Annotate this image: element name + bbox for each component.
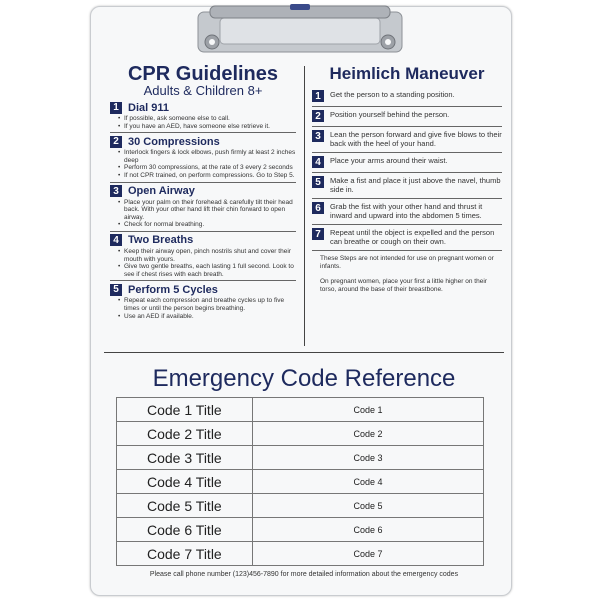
cpr-bullet: • Keep their airway open, pinch nostrils shut and cover their mouth with yours. [124, 248, 296, 263]
cpr-step-title: 30 Compressions [128, 135, 220, 148]
cpr-step-header [110, 184, 296, 199]
cpr-bullet: • Interlock fingers & lock elbows, push firmly at least 2 inches deep [124, 149, 296, 164]
cpr-step-title: Open Airway [128, 185, 195, 198]
heimlich-step [312, 87, 502, 107]
table-row [117, 398, 484, 422]
step-number-badge: 3 [110, 185, 122, 197]
emergency-code-title: Emergency Code Reference [152, 365, 456, 392]
step-number-badge: 3 [312, 130, 324, 142]
cpr-title: CPR Guidelines [127, 63, 279, 85]
heimlich-step-text: Get the person to a standing position. [330, 90, 455, 99]
cpr-step [110, 281, 296, 322]
cpr-section [110, 64, 296, 322]
code-title-cell: Code 2 Title [117, 422, 253, 446]
table-row [117, 470, 484, 494]
code-value-cell: Code 1 [253, 398, 484, 422]
cpr-step [110, 183, 296, 232]
step-number-badge: 4 [110, 234, 122, 246]
table-row [117, 542, 484, 566]
table-row [117, 446, 484, 470]
code-title-cell: Code 5 Title [117, 494, 253, 518]
heimlich-step-text: Lean the person forward and give five blows to their back with the heel of your hand. [330, 130, 502, 148]
heimlich-note-1: These Steps are not intended for use on pregnant women or infants. [320, 255, 494, 270]
heimlich-step [312, 225, 502, 251]
table-row [117, 422, 484, 446]
heimlich-notes [312, 255, 502, 294]
code-title-cell: Code 6 Title [117, 518, 253, 542]
table-row [117, 494, 484, 518]
step-number-badge: 4 [312, 156, 324, 168]
heimlich-step-text: Grab the fist with your other hand and thrust it inward and upward into the abdomen 5 times. [330, 202, 483, 220]
emergency-code-table [116, 397, 484, 566]
cpr-step-header [110, 134, 296, 149]
code-title-cell: Code 4 Title [117, 470, 253, 494]
heimlich-step [312, 199, 502, 225]
clipboard-clip [190, 4, 410, 54]
cpr-step-bullets [110, 199, 296, 229]
cpr-bullet: • Check for normal breathing. [124, 221, 296, 229]
cpr-bullet: • Give two gentle breaths, each lasting 1 full second. Look to see if chest rises with each breath. [124, 263, 296, 278]
step-number-badge: 6 [312, 202, 324, 214]
heimlich-section [312, 64, 502, 301]
heimlich-step [312, 127, 502, 153]
cpr-bullet: • Place your palm on their forehead & carefully tilt their head back. With your other hand lift their chin forward to open airway. [124, 199, 296, 222]
cpr-step [110, 99, 296, 133]
cpr-step-header [110, 282, 296, 297]
cpr-step-bullets [110, 149, 296, 179]
heimlich-step-text: Position yourself behind the person. [330, 110, 450, 119]
cpr-bullet: • If you have an AED, have someone else retrieve it. [124, 123, 296, 131]
cpr-step [110, 232, 296, 281]
cpr-step-title: Two Breaths [128, 234, 194, 247]
cpr-bullet: • If not CPR trained, on perform compressions. Go to Step 5. [124, 172, 296, 180]
heimlich-step [312, 153, 502, 173]
cpr-bullet: • If possible, ask someone else to call. [124, 115, 296, 123]
section-divider [104, 352, 504, 353]
heimlich-step [312, 173, 502, 199]
step-number-badge: 5 [110, 284, 122, 296]
cpr-bullet: • Perform 30 compressions, at the rate of 3 every 2 seconds [124, 164, 296, 172]
cpr-step-header [110, 100, 296, 115]
footer-note: Please call phone number (123)456-7890 for more detailed information about the emergency codes [149, 571, 459, 578]
step-number-badge: 1 [312, 90, 324, 102]
step-number-badge: 2 [110, 136, 122, 148]
cpr-step-title: Dial 911 [128, 101, 169, 114]
cpr-bullet: • Use an AED if available. [124, 313, 296, 321]
cpr-step-bullets [110, 248, 296, 278]
step-number-badge: 5 [312, 176, 324, 188]
code-title-cell: Code 3 Title [117, 446, 253, 470]
column-divider [304, 66, 305, 346]
code-value-cell: Code 2 [253, 422, 484, 446]
cpr-subtitle: Adults & Children 8+ [143, 83, 263, 98]
code-value-cell: Code 7 [253, 542, 484, 566]
heimlich-step-text: Repeat until the object is expelled and the person can breathe or cough on their own. [330, 228, 495, 246]
code-value-cell: Code 5 [253, 494, 484, 518]
table-row [117, 518, 484, 542]
cpr-step-bullets [110, 297, 296, 320]
code-title-cell: Code 1 Title [117, 398, 253, 422]
heimlich-title: Heimlich Maneuver [329, 64, 485, 83]
cpr-step [110, 133, 296, 182]
cpr-step-header [110, 233, 296, 248]
heimlich-note-2: On pregnant women, place your first a little higher on their torso, around the base of their breastbone. [320, 278, 487, 293]
step-number-badge: 2 [312, 110, 324, 122]
code-value-cell: Code 3 [253, 446, 484, 470]
step-number-badge: 7 [312, 228, 324, 240]
cpr-step-bullets [110, 115, 296, 130]
cpr-bullet: • Repeat each compression and breathe cycles up to five times or until the person begins breathing. [124, 297, 296, 312]
heimlich-step-text: Place your arms around their waist. [330, 156, 448, 165]
code-value-cell: Code 6 [253, 518, 484, 542]
code-value-cell: Code 4 [253, 470, 484, 494]
code-title-cell: Code 7 Title [117, 542, 253, 566]
cpr-step-title: Perform 5 Cycles [128, 283, 218, 296]
step-number-badge: 1 [110, 102, 122, 114]
heimlich-step [312, 107, 502, 127]
heimlich-step-text: Make a fist and place it just above the navel, thumb side in. [330, 176, 501, 194]
